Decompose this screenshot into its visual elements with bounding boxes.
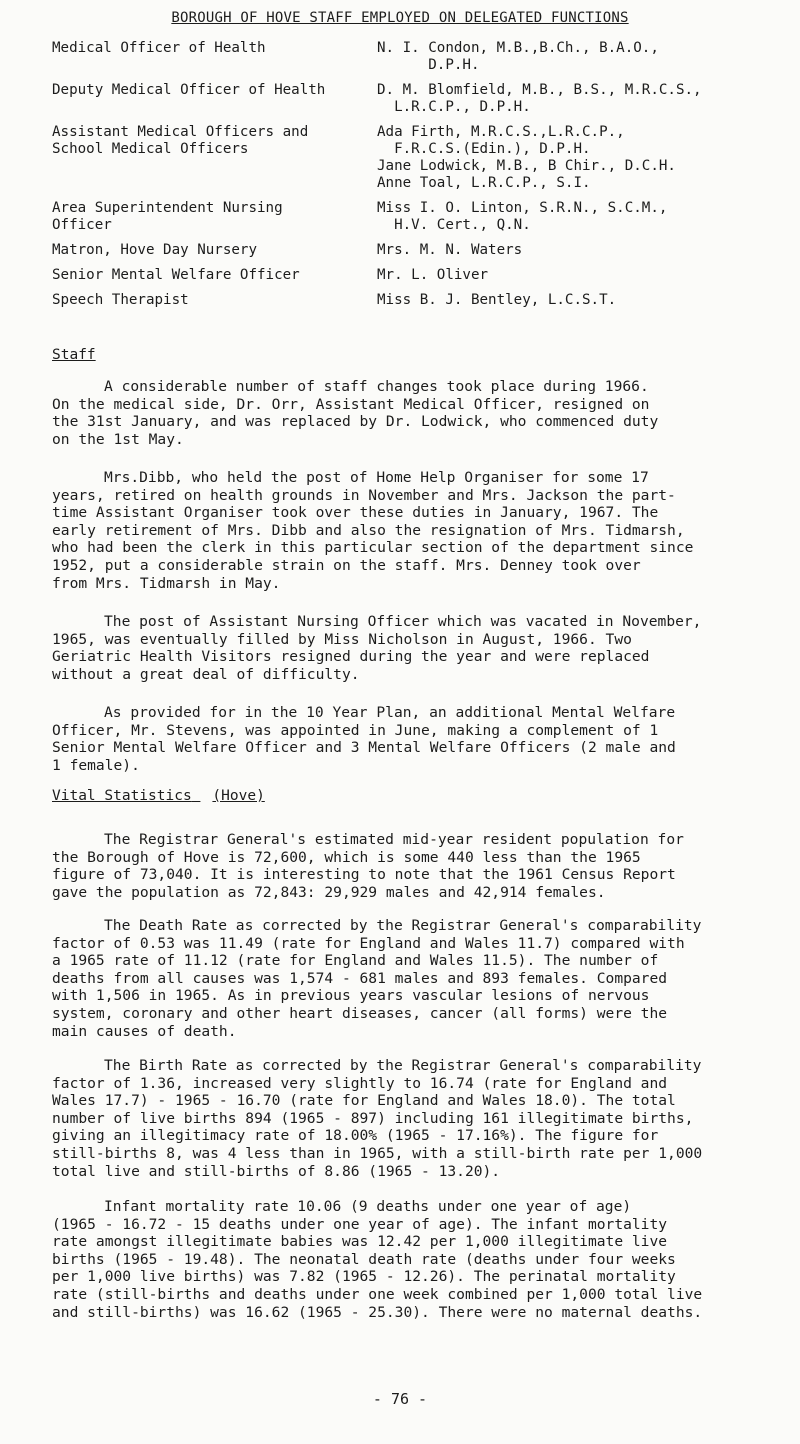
officer-role: Deputy Medical Officer of Health bbox=[52, 82, 326, 98]
officer-role: Senior Mental Welfare Officer bbox=[52, 267, 300, 283]
officer-role: Speech Therapist bbox=[52, 292, 189, 308]
vital-paragraph: The Birth Rate as corrected by the Registrar General's comparability factor of 1.36, increased very slightly to 16.74 (rate for England and Wales 17.7) - 1965 - 16.70 (rate for England and Wales 18.0). The total number of live births 894 (1965 - 897) including 161 illegitimate births, giving an illegitimacy rate of 18.00% (1965 - 17.16%). The figure for still-births 8, was 4 less than in 1965, with a still-birth rate per 1,000 total live and still-births of 8.86 (1965 - 13.20). bbox=[52, 1057, 703, 1180]
officer-row bbox=[52, 124, 792, 192]
staff-paragraph: Mrs.Dibb, who held the post of Home Help Organiser for some 17 years, retired on health grounds in November and Mrs. Jackson the part- time Assistant Organiser took over these duties in January, 1967. The early retirement of Mrs. Dibb and also the resignation of Mrs. Tidmarsh, who had been the clerk in this particular section of the department since 1952, put a considerable strain on the staff. Mrs. Denney took over from Mrs. Tidmarsh in May. bbox=[52, 469, 694, 592]
page-number: - 76 - bbox=[372, 1390, 428, 1408]
officer-role: Assistant Medical Officers and School Medical Officers bbox=[52, 124, 309, 157]
officer-names: Mr. L. Oliver bbox=[377, 267, 489, 283]
vital-paragraph: The Death Rate as corrected by the Registrar General's comparability factor of 0.53 was 11.49 (rate for England and Wales 11.7) compared with a 1965 rate of 11.12 (rate for England and Wales 11.5). The number of deaths from all causes was 1,574 - 681 males and 893 females. Compared with 1,506 in 1965. As in previous years vascular lesions of nervous system, coronary and other heart diseases, cancer (all forms) were the main causes of death. bbox=[52, 917, 702, 1040]
officers-list bbox=[52, 40, 792, 317]
staff-paragraph: A considerable number of staff changes took place during 1966. On the medical side, Dr. Orr, Assistant Medical Officer, resigned on the 31st January, and was replaced by Dr. Lodwick, who commenced duty on the 1st May. bbox=[52, 378, 659, 448]
officer-role: Area Superintendent Nursing Officer bbox=[52, 200, 283, 233]
officer-role: Matron, Hove Day Nursery bbox=[52, 242, 257, 258]
officer-names: Ada Firth, M.R.C.S.,L.R.C.P., F.R.C.S.(Edin.), D.P.H. Jane Lodwick, M.B., B Chir., D.C.H. Anne Toal, L.R.C.P., S.I. bbox=[377, 124, 676, 191]
officer-row bbox=[52, 292, 792, 309]
staff-paragraph: The post of Assistant Nursing Officer which was vacated in November, 1965, was eventually filled by Miss Nicholson in August, 1966. Two Geriatric Health Visitors resigned during the year and were replaced without a great deal of difficulty. bbox=[52, 613, 702, 683]
officer-names: Mrs. M. N. Waters bbox=[377, 242, 523, 258]
vital-paragraph: Infant mortality rate 10.06 (9 deaths under one year of age) (1965 - 16.72 - 15 deaths under one year of age). The infant mortality rate amongst illegitimate babies was 12.42 per 1,000 illegitimate live births (1965 - 19.48). The neonatal death rate (deaths under four weeks per 1,000 live births) was 7.82 (1965 - 12.26). The perinatal mortality rate (still-births and deaths under one week combined per 1,000 total live and still-births) was 16.62 (1965 - 25.30). There were no maternal deaths. bbox=[52, 1198, 703, 1321]
officer-names: N. I. Condon, M.B.,B.Ch., B.A.O., D.P.H. bbox=[377, 40, 659, 73]
officer-row bbox=[52, 242, 792, 259]
vital-paragraph: The Registrar General's estimated mid-year resident population for the Borough of Hove is 72,600, which is some 440 less than the 1965 figure of 73,040. It is interesting to note that the 1961 Census Report gave the population as 72,843: 29,929 males and 42,914 females. bbox=[52, 831, 684, 901]
vital-statistics-heading: Vital Statistics (Hove) bbox=[52, 788, 265, 804]
officer-row bbox=[52, 200, 792, 234]
officer-names: Miss B. J. Bentley, L.C.S.T. bbox=[377, 292, 617, 308]
officer-role: Medical Officer of Health bbox=[52, 40, 266, 56]
officer-row bbox=[52, 40, 792, 74]
staff-heading: Staff bbox=[52, 347, 96, 363]
staff-paragraph: As provided for in the 10 Year Plan, an additional Mental Welfare Officer, Mr. Stevens, was appointed in June, making a complement of 1 Senior Mental Welfare Officer and 3 Mental Welfare Officers (2 male and 1 female). bbox=[52, 704, 676, 774]
officer-names: Miss I. O. Linton, S.R.N., S.C.M., H.V. Cert., Q.N. bbox=[377, 200, 668, 233]
header-title: BOROUGH OF HOVE STAFF EMPLOYED ON DELEGATED FUNCTIONS bbox=[171, 10, 629, 26]
page-header bbox=[0, 10, 800, 26]
officer-row bbox=[52, 267, 792, 284]
officer-names: D. M. Blomfield, M.B., B.S., M.R.C.S., L.R.C.P., D.P.H. bbox=[377, 82, 702, 115]
officer-row bbox=[52, 82, 792, 116]
